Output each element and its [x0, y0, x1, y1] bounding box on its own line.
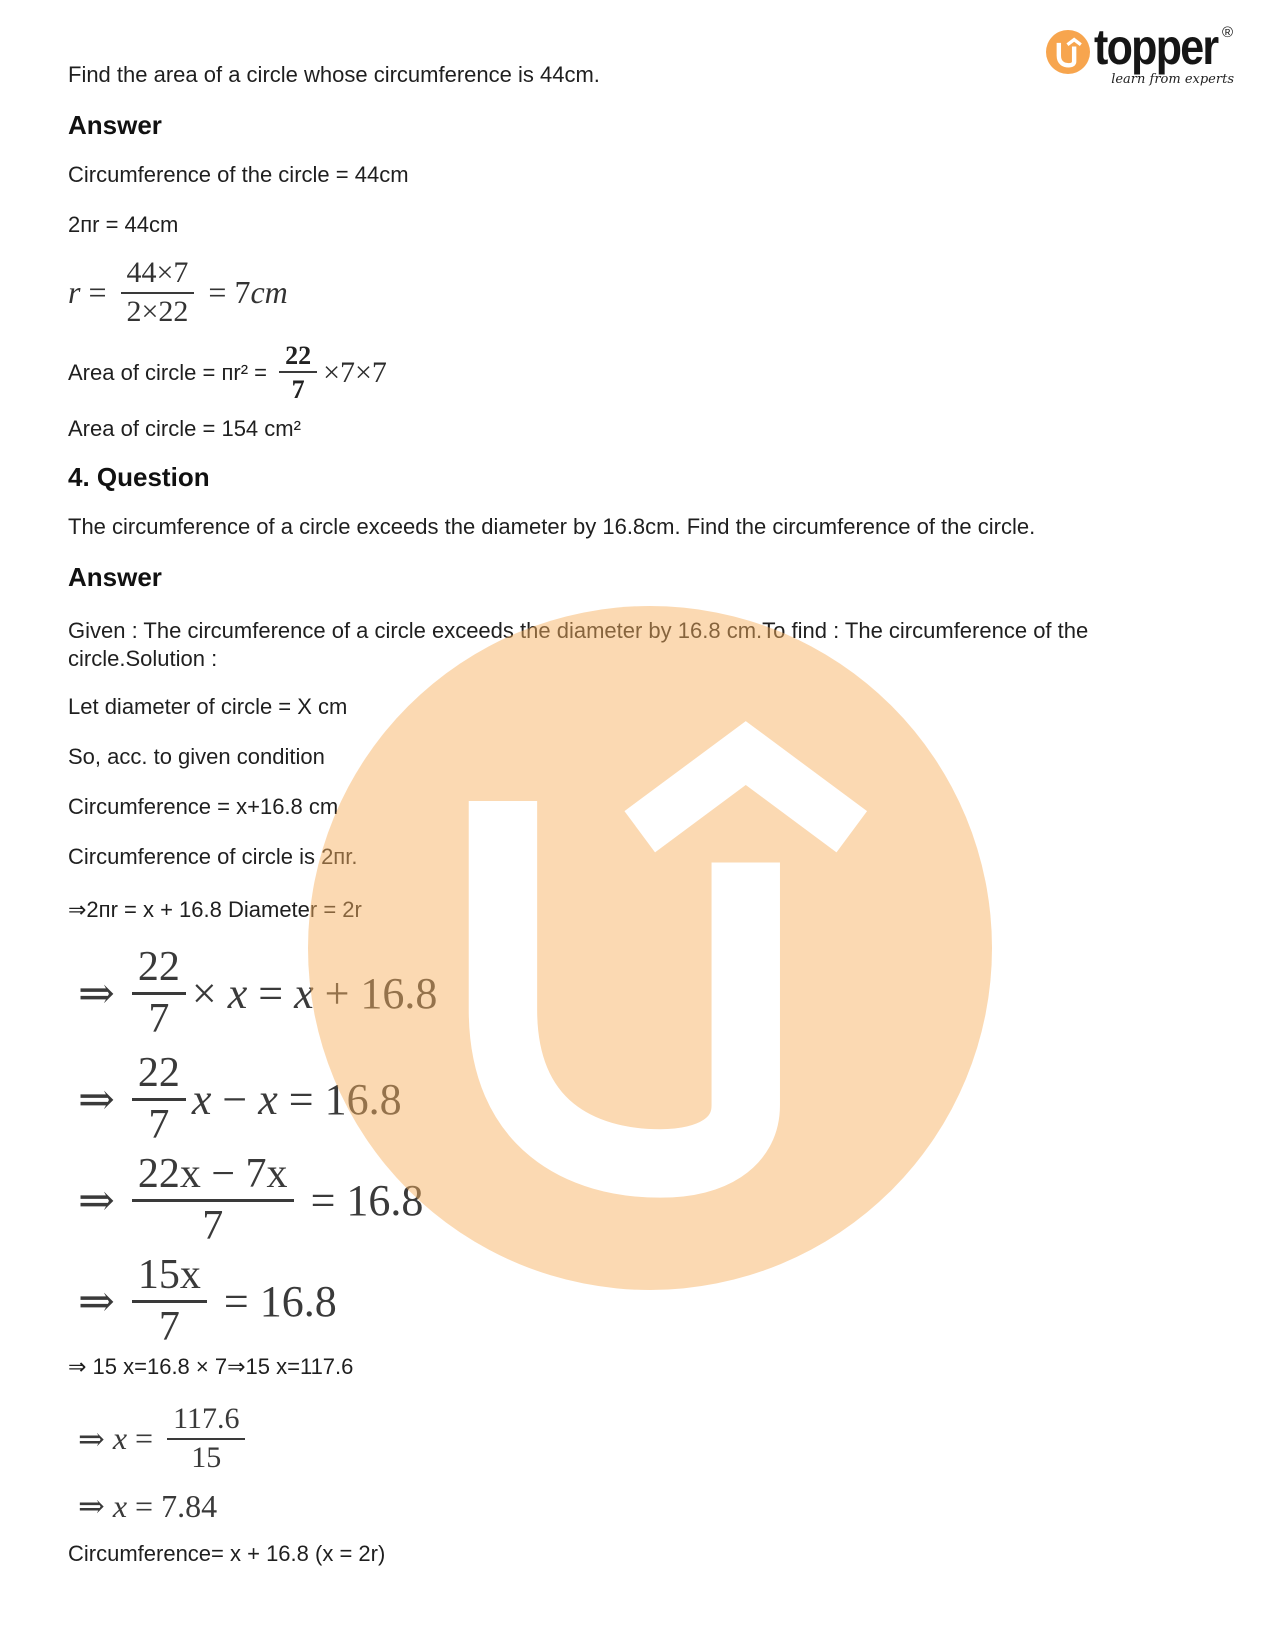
answer-heading-1: Answer [68, 110, 162, 140]
equation-5 [78, 1404, 251, 1473]
fraction: $\frac{44\times 7}{2\times 22}$ [121, 258, 195, 327]
math-segment: = [127, 1420, 162, 1457]
utopper-logo-icon [1046, 30, 1090, 74]
given-text: The circumference of a circle exceeds the diameter by 16.8 cm. [137, 618, 763, 643]
tofind-text: The circumference of the circle. [68, 618, 1089, 671]
math-segment: = 7.84 [127, 1487, 218, 1524]
fraction: $\frac{22}{7}$ [279, 342, 317, 404]
so-acc-line: So, acc. to given condition [68, 744, 325, 769]
two-pi-r-line: 2пr = 44cm [68, 212, 179, 237]
fifteen-x-line: ⇒ 15 x=16.8 × 7⇒15 x=117.6 [68, 1354, 354, 1379]
tofind-label: To find : [762, 618, 840, 643]
math-segment: ⇒ [78, 1420, 113, 1457]
solution-label: Solution : [125, 645, 218, 671]
math-segment: = 16.8 [299, 1175, 424, 1225]
q4-heading: 4. Question [68, 462, 210, 492]
answer-heading-2: Answer [68, 562, 162, 592]
math-segment: ×7×7 [323, 355, 387, 389]
equation-6 [78, 1487, 217, 1525]
math-segment: x [227, 968, 248, 1018]
math-segment: + 16.8 [313, 968, 438, 1018]
math-segment: x [258, 1074, 278, 1124]
given-tofind-paragraph [68, 617, 1173, 672]
math-segment: r [68, 274, 81, 311]
math-segment: ⇒ [78, 1488, 113, 1524]
equation-2 [78, 1052, 402, 1147]
math-segment: ⇒ [78, 1175, 126, 1225]
q4-question-text: The circumference of a circle exceeds the diameter by 16.8cm. Find the circumference of the circle. [68, 514, 1036, 539]
circumference-44-line: Circumference of the circle = 44cm [68, 162, 409, 187]
area-result-line: Area of circle = 154 cm² [68, 416, 301, 441]
fraction: $\frac{22x - 7x}{7}$ [132, 1153, 294, 1248]
given-label: Given : [68, 618, 138, 643]
logo-brand-text: topper [1094, 19, 1218, 75]
math-segment: − [211, 1074, 259, 1124]
fraction: $\frac{22}{7}$ [132, 1052, 186, 1147]
math-segment: cm [250, 274, 288, 311]
math-segment: = [247, 968, 295, 1018]
equation-4 [78, 1254, 337, 1349]
equation-1 [78, 946, 437, 1041]
implication-line: ⇒2пr = x + 16.8 Diameter = 2r [68, 897, 362, 922]
circumference-x-line: Circumference = x+16.8 cm [68, 794, 339, 819]
math-segment: x [294, 968, 314, 1018]
math-segment: = [80, 274, 115, 311]
radius-formula [68, 258, 288, 327]
fraction: $\frac{117.6}{15}$ [167, 1404, 245, 1473]
fraction: $\frac{22}{7}$ [132, 946, 186, 1041]
math-segment: ⇒ [78, 1276, 126, 1326]
math-segment: × [191, 968, 228, 1018]
final-circumference-line: Circumference= x + 16.8 (x = 2r) [68, 1541, 386, 1566]
math-segment: Area of circle = пr² = [68, 359, 274, 385]
math-segment: x [112, 1420, 128, 1457]
math-segment: ⇒ [78, 1074, 126, 1124]
math-segment: x [112, 1487, 128, 1524]
fraction: $\frac{15x}{7}$ [132, 1254, 207, 1349]
let-diameter-line: Let diameter of circle = X cm [68, 694, 348, 719]
area-formula [68, 342, 387, 404]
circumference-is-2pir-line: Circumference of circle is 2пr. [68, 844, 358, 869]
math-segment: = 16.8 [277, 1074, 402, 1124]
q3-question-text: Find the area of a circle whose circumference is 44cm. [68, 62, 600, 87]
math-segment: ⇒ [78, 968, 126, 1018]
math-segment: = 7 [200, 274, 251, 311]
math-segment: x [191, 1074, 212, 1124]
math-segment: = 16.8 [212, 1276, 337, 1326]
logo-tagline: learn from experts [1111, 72, 1234, 87]
equation-3 [78, 1153, 423, 1248]
registered-trademark-symbol: ® [1222, 24, 1234, 41]
utopper-logo [1046, 19, 1246, 98]
